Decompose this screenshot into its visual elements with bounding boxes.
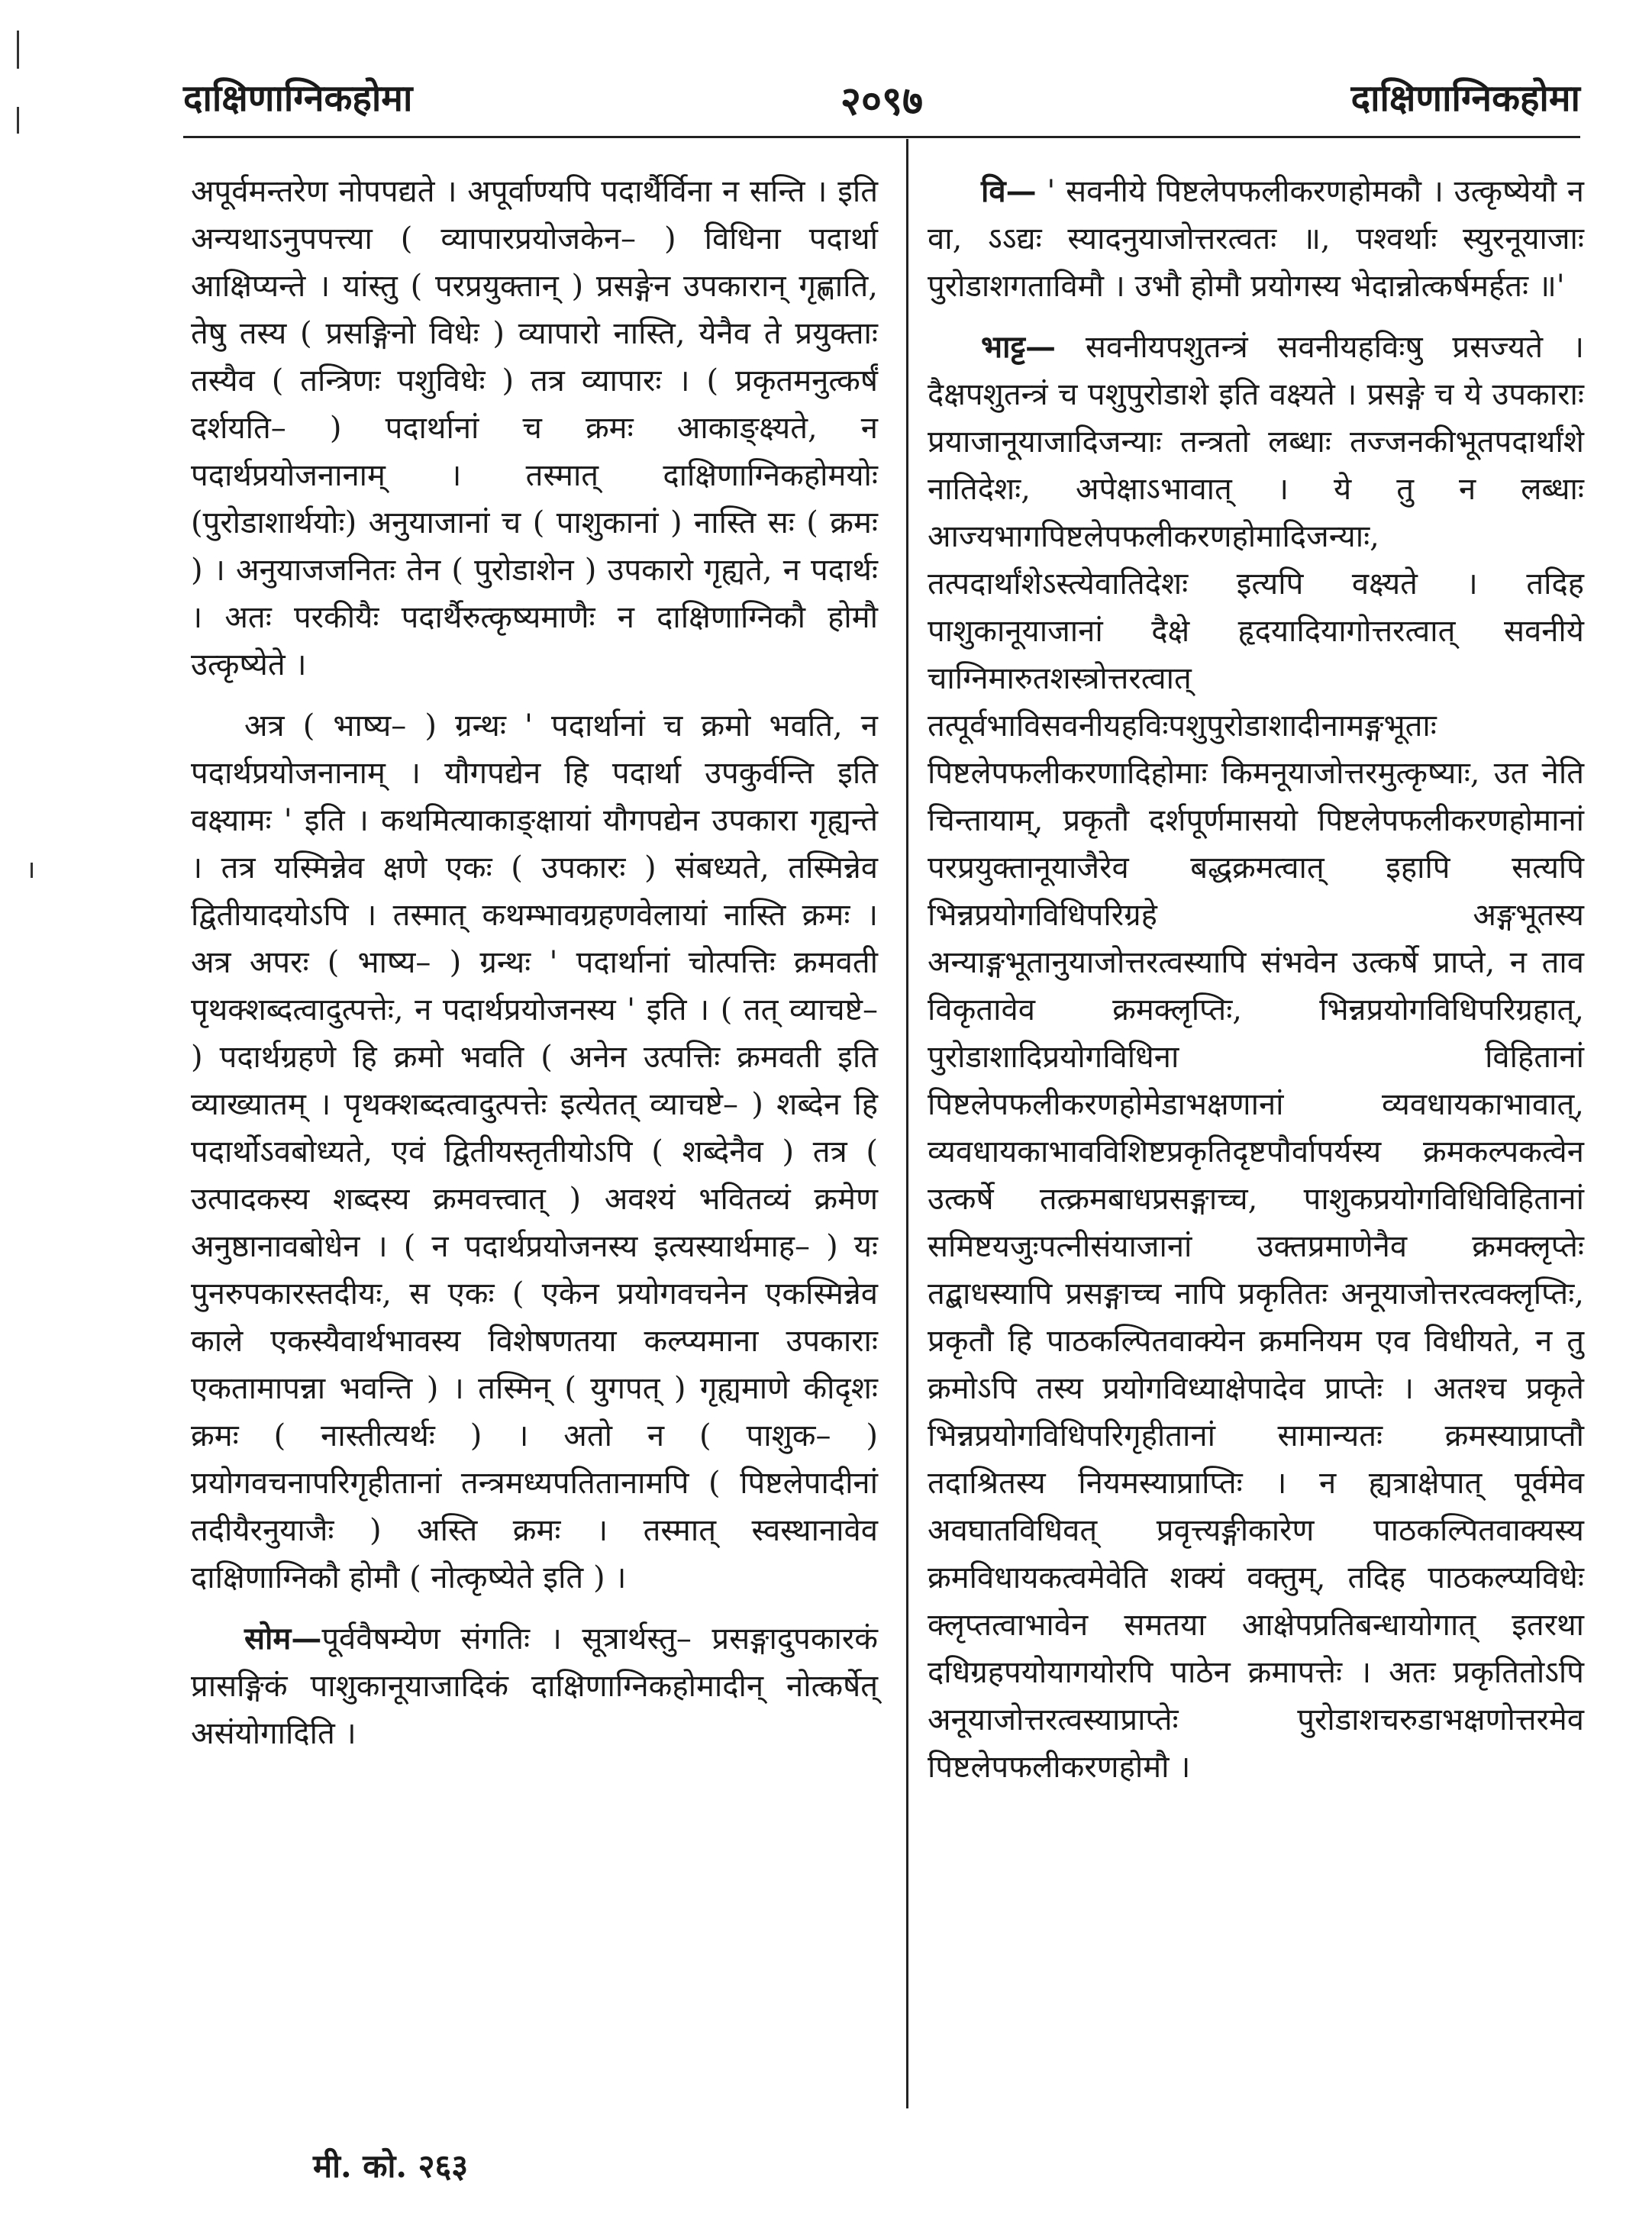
- page-number: २०९७: [840, 78, 924, 124]
- commentary-label: भाट्ट—: [981, 329, 1057, 365]
- commentary-label: वि—: [981, 173, 1037, 209]
- paragraph: [928, 168, 1584, 310]
- paragraph-text: सवनीयपशुतन्त्रं सवनीयहविःषु प्रसज्यते । दैक्षपशुतन्त्रं च पशुपुरोडाशे इति वक्ष्यते । प्रसङ्गे च ये उपकाराः प्रयाजानूयाजादिजन्याः तन्त्रतो लब्धाः तज्जनकीभूतपदार्थांशे नातिदेशः, अपेक्षाऽभावात् । ये तु न लब्धाः आज्यभागपिष्टलेपफलीकरणहोमादिजन्याः, तत्पदार्थांशेऽस्त्येवातिदेशः इत्यपि वक्ष्यते । तदिह पाशुकानूयाजानां दैक्षे हृदयादियागोत्तरत्वात् सवनीये चाग्निमारुतशस्त्रोत्तरत्वात् तत्पूर्वभाविसवनीयहविःपशुपुरोडाशादीनामङ्गभूताः पिष्टलेपफलीकरणादिहोमाः किमनूयाजोत्तरमुत्कृष्याः, उत नेति चिन्तायाम्, प्रकृतौ दर्शपूर्णमासयो पिष्टलेपफलीकरणहोमानां परप्रयुक्तानूयाजैरेव बद्धक्रमत्वात् इहापि सत्यपि भिन्नप्रयोगविधिपरिग्रहे अङ्गभूतस्य अन्याङ्गभूतानुयाजोत्तरत्वस्यापि संभवेन उत्कर्षे प्राप्ते, न ताव विकृतावेव क्रमक्लृप्तिः, भिन्नप्रयोगविधिपरिग्रहात्, पुरोडाशादिप्रयोगविधिना विहितानां पिष्टलेपफलीकरणहोमेडाभक्षणानां व्यवधायकाभावात्, व्यवधायकाभावविशिष्टप्रकृतिदृष्टपौर्वापर्यस्य क्रमकल्पकत्वेन उत्कर्षे तत्क्रमबाधप्रसङ्गाच्च, पाशुकप्रयोगविधिविहितानां समिष्टयजुःपत्नीसंयाजानां उक्तप्रमाणेनैव क्रमक्लृप्तेः तद्बाधस्यापि प्रसङ्गाच्च नापि प्रकृतितः अनूयाजोत्तरत्वक्लृप्तिः, प्रकृतौ हि पाठकल्पितवाक्येन क्रमनियम एव विधीयते, न तु क्रमोऽपि तस्य प्रयोगविध्याक्षेपादेव प्राप्तेः । अतश्च प्रकृते भिन्नप्रयोगविधिपरिगृहीतानां सामान्यतः क्रमस्याप्राप्तौ तदाश्रितस्य नियमस्याप्राप्तिः । न ह्यत्राक्षेपात् पूर्वमेव अवघातविधिवत् प्रवृत्त्यङ्गीकारेण पाठकल्पितवाक्यस्य क्रमविधायकत्वमेवेति शक्यं वक्तुम्, तदिह पाठकल्प्यविधेः क्लृप्तत्वाभावेन समतया आक्षेपप्रतिबन्धायोगात् इतरथा दधिग्रहपयोयागयोरपि पाठेन क्रमापत्तेः । अतः प्रकृतितोऽपि अनूयाजोत्तरत्वस्याप्राप्तेः पुरोडाशचरुडाभक्षणोत्तरमेव पिष्टलेपफलीकरणहोमौ ।: [928, 330, 1584, 1785]
- right-column: [928, 168, 1584, 1805]
- paragraph: [191, 1615, 878, 1757]
- margin-mark: [31, 863, 33, 878]
- paragraph: अपूर्वमन्तरेण नोपपद्यते । अपूर्वाण्यपि पदार्थैर्विना न सन्ति । इति अन्यथाऽनुपपत्त्या ( व्यापारप्रयोजकेन– ) विधिना पदार्था आक्षिप्यन्ते । यांस्तु ( परप्रयुक्तान् ) प्रसङ्गेन उपकारान् गृह्णाति, तेषु तस्य ( प्रसङ्गिनो विधेः ) व्यापारो नास्ति, येनैव ते प्रयुक्ताः तस्यैव ( तन्त्रिणः पशुविधेः ) तत्र व्यापारः । ( प्रकृतमनुत्कर्षं दर्शयति– ) पदार्थानां च क्रमः आकाङ्क्ष्यते, न पदार्थप्रयोजनानाम् । तस्मात् दाक्षिणाग्निकहोमयोः (पुरोडाशार्थयोः) अनुयाजानां च ( पाशुकानां ) नास्ति सः ( क्रमः ) । अनुयाजजनितः तेन ( पुरोडाशेन ) उपकारो गृह्यते, न पदार्थः । अतः परकीयैः पदार्थैरुत्कृष्यमाणैः न दाक्षिणाग्निकौ होमौ उत्कृष्येते ।: [191, 174, 878, 682]
- running-title-right: दाक्षिणाग्निकहोमा: [1350, 77, 1580, 120]
- commentary-label: सोम—: [244, 1621, 322, 1657]
- header-rule: [183, 136, 1580, 138]
- paragraph: [928, 324, 1584, 1791]
- column-divider: [906, 139, 908, 2108]
- margin-mark: [17, 107, 19, 134]
- signature-mark: मी. को. २६३: [313, 2147, 469, 2185]
- paragraph-text: ' सवनीये पिष्टलेपफलीकरणहोमकौ । उत्कृष्येयौ न वा, ऽऽद्यः स्यादनुयाजोत्तरत्वतः ॥, पश्वर्थाः स्युरनूयाजाः पुरोडाशगताविमौ । उभौ होमौ प्रयोगस्य भेदान्नोत्कर्षमर्हतः ॥': [928, 174, 1584, 304]
- left-column: [191, 168, 878, 1771]
- running-title-left: दाक्षिणाग्निकहोमा: [183, 77, 413, 120]
- margin-mark: [17, 31, 19, 69]
- paragraph: अत्र ( भाष्य– ) ग्रन्थः ' पदार्थानां च क्रमो भवति, न पदार्थप्रयोजनानाम् । यौगपद्येन हि पदार्था उपकुर्वन्ति इति वक्ष्यामः ' इति । कथमित्याकाङ्क्षायां यौगपद्येन उपकारा गृह्यन्ते । तत्र यस्मिन्नेव क्षणे एकः ( उपकारः ) संबध्यते, तस्मिन्नेव द्वितीयादयोऽपि । तस्मात् कथम्भावग्रहणवेलायां नास्ति क्रमः । अत्र अपरः ( भाष्य– ) ग्रन्थः ' पदार्थानां चोत्पत्तिः क्रमवती पृथक्शब्दत्वादुत्पत्तेः, न पदार्थप्रयोजनस्य ' इति । ( तत् व्याचष्टे– ) पदार्थग्रहणे हि क्रमो भवति ( अनेन उत्पत्तिः क्रमवती इति व्याख्यातम् । पृथक्शब्दत्वादुत्पत्तेः इत्येतत् व्याचष्टे– ) शब्देन हि पदार्थोऽवबोध्यते, एवं द्वितीयस्तृतीयोऽपि ( शब्देनैव ) तत्र ( उत्पादकस्य शब्दस्य क्रमवत्त्वात् ) अवश्यं भवितव्यं क्रमेण अनुष्ठानावबोधेन । ( न पदार्थप्रयोजनस्य इत्यस्यार्थमाह– ) यः पुनरुपकारस्तदीयः, स एकः ( एकेन प्रयोगवचनेन एकस्मिन्नेव काले एकस्यैवार्थभावस्य विशेषणतया कल्प्यमाना उपकाराः एकतामापन्ना भवन्ति ) । तस्मिन् ( युगपत् ) गृह्यमाणे कीदृशः क्रमः ( नास्तीत्यर्थः ) । अतो न ( पाशुक– ) प्रयोगवचनापरिगृहीतानां तन्त्रमध्यपतितानामपि ( पिष्टलेपादीनां तदीयैरनुयाजैः ) अस्ति क्रमः । तस्मात् स्वस्थानावेव दाक्षिणाग्निकौ होमौ ( नोत्कृष्येते इति ) ।: [191, 708, 878, 1595]
- paragraph-text: पूर्ववैषम्येण संगतिः । सूत्रार्थस्तु– प्रसङ्गादुपकारकं प्रासङ्गिकं पाशुकानूयाजादिकं दाक्षिणाग्निकहोमादीन् नोत्कर्षेत् असंयोगादिति ।: [191, 1621, 878, 1751]
- page-header: [183, 73, 1580, 130]
